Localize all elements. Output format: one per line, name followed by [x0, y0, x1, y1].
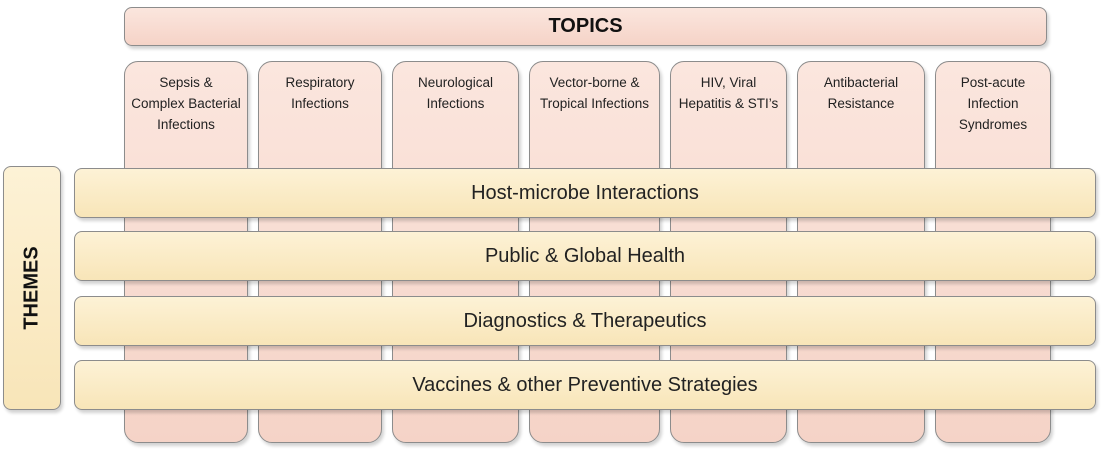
theme-bar-vaccines	[74, 360, 1096, 410]
themes-header-label: THEMES	[20, 246, 43, 330]
topic-label: Respiratory Infections	[285, 75, 355, 111]
theme-label: Diagnostics & Therapeutics	[463, 309, 707, 332]
theme-label: Host-microbe Interactions	[471, 181, 699, 204]
themes-header	[3, 166, 61, 410]
topic-label: HIV, Viral Hepatitis & STI’s	[678, 75, 779, 111]
topics-header-label: TOPICS	[548, 15, 623, 37]
topic-label: Post-acute Infection Syndromes	[958, 75, 1028, 132]
theme-bar-diagnostics	[74, 296, 1096, 346]
topic-label: Vector-borne & Tropical Infections	[539, 75, 650, 111]
theme-label: Public & Global Health	[484, 244, 686, 267]
topic-label: Antibacterial Resistance	[823, 75, 899, 111]
topic-label: Sepsis & Complex Bacterial Infections	[131, 75, 241, 132]
topic-label: Neurological Infections	[417, 75, 494, 111]
theme-bar-host-microbe	[74, 168, 1096, 218]
theme-bar-public-health	[74, 231, 1096, 281]
topics-header	[124, 7, 1047, 46]
theme-label: Vaccines & other Preventive Strategies	[412, 373, 758, 396]
